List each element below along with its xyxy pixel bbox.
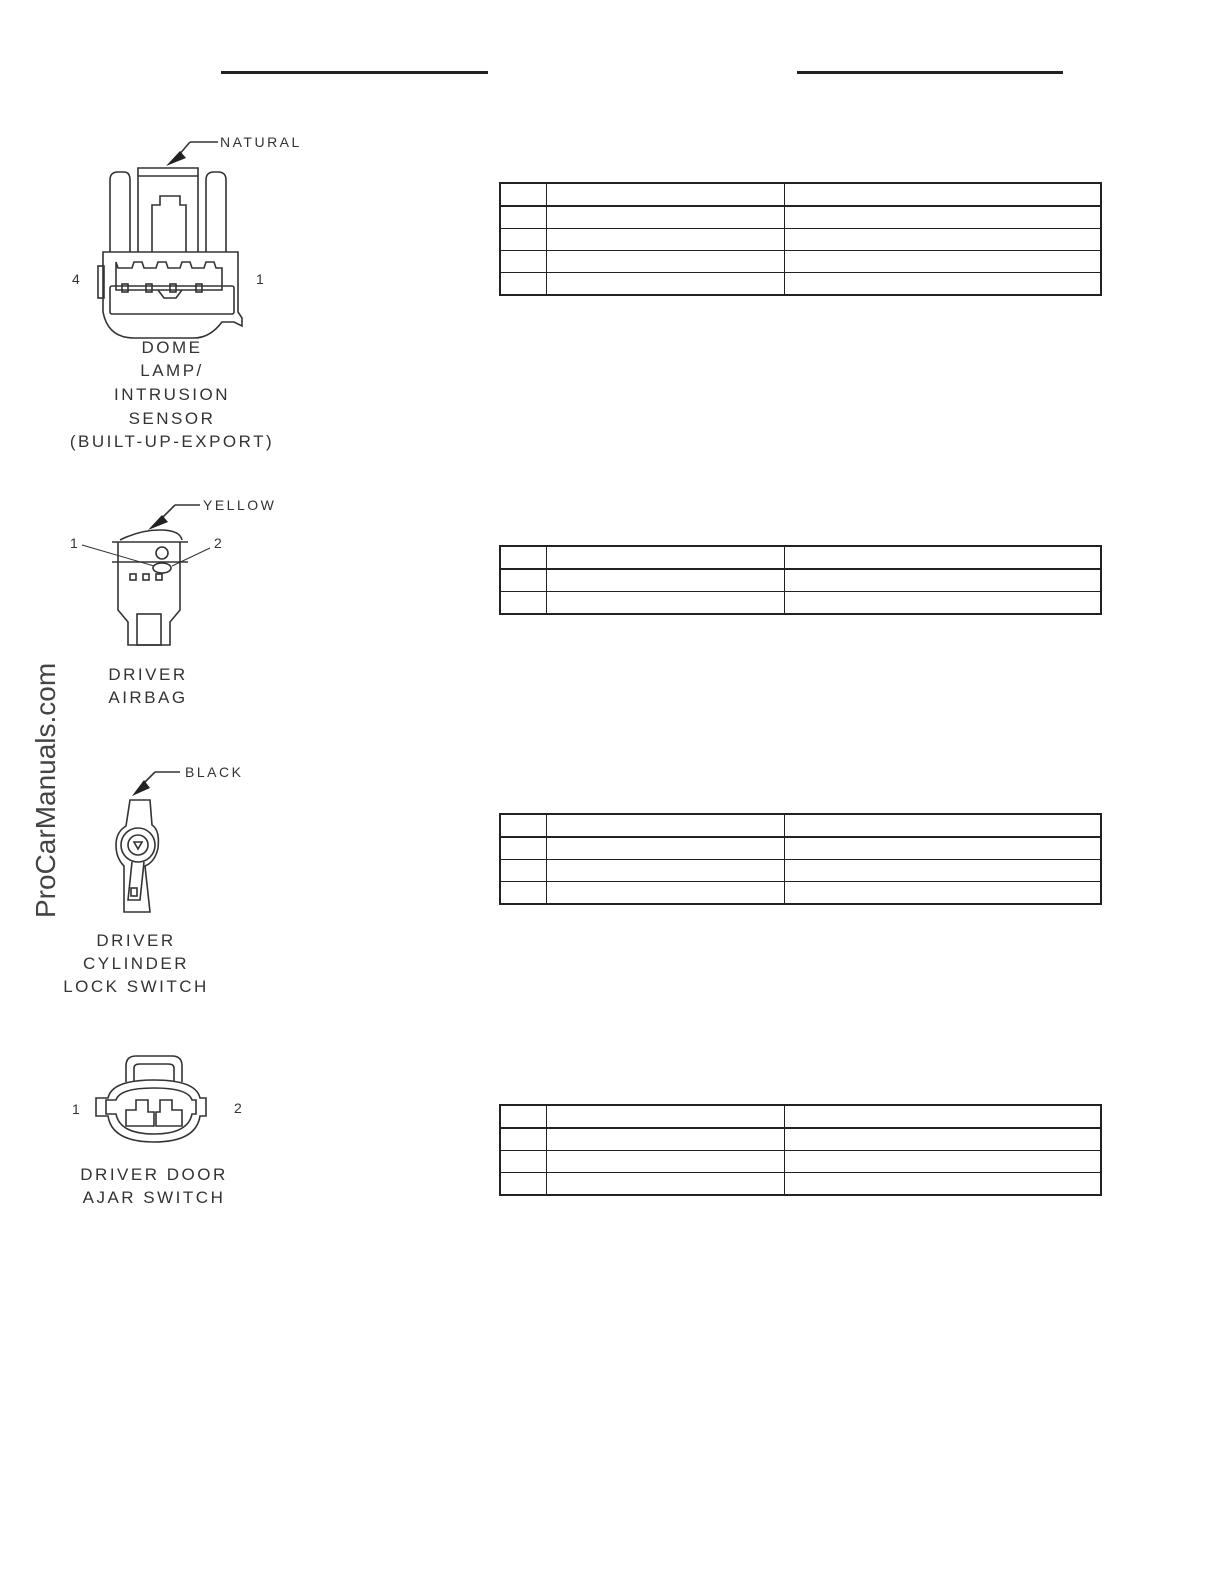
- connector-color-natural: NATURAL: [220, 134, 302, 150]
- door-ajar-pin-label-2: 2: [234, 1100, 245, 1116]
- table-row: [500, 592, 1101, 615]
- driver-cylinder-lock-pin-table: [499, 813, 1102, 905]
- connector-color-black: BLACK: [185, 764, 244, 780]
- table-row: [500, 1173, 1101, 1196]
- driver-cylinder-lock-switch-drawing: [116, 772, 180, 912]
- dome-name-line-3: INTRUSION: [114, 385, 230, 404]
- table-row: [500, 273, 1101, 296]
- table-row: [500, 183, 1101, 206]
- pin-label-4: 4: [72, 271, 83, 287]
- driver-door-ajar-pin-table: [499, 1104, 1102, 1196]
- lock-switch-name-line-1: DRIVER: [96, 931, 176, 950]
- airbag-name-line-2: AIRBAG: [108, 688, 188, 707]
- driver-door-ajar-switch-drawing: [96, 1056, 206, 1142]
- table-row: [500, 814, 1101, 837]
- airbag-pin-label-2: 2: [214, 535, 225, 551]
- door-ajar-pin-label-1: 1: [72, 1101, 83, 1117]
- dome-name-line-4: SENSOR: [128, 409, 216, 428]
- table-row: [500, 1151, 1101, 1173]
- table-row: [500, 1128, 1101, 1151]
- lock-switch-name-line-2: CYLINDER: [83, 954, 189, 973]
- table-row: [500, 882, 1101, 905]
- black-arrow-icon: [132, 780, 150, 796]
- dome-name-line-2: LAMP/: [140, 361, 204, 380]
- table-row: [500, 546, 1101, 569]
- table-row: [500, 251, 1101, 273]
- airbag-pin-label-1: 1: [70, 535, 81, 551]
- watermark-text: ProCarManuals.com: [30, 662, 61, 918]
- airbag-name-line-1: DRIVER: [108, 665, 188, 684]
- table-row: [500, 837, 1101, 860]
- table-row: [500, 1105, 1101, 1128]
- dome-lamp-pin-table: [499, 182, 1102, 296]
- yellow-arrow-icon: [148, 515, 168, 530]
- dome-name-line-5: (BUILT-UP-EXPORT): [69, 432, 275, 451]
- table-row: [500, 569, 1101, 592]
- pin-label-1: 1: [256, 271, 267, 287]
- door-ajar-name-line-1: DRIVER DOOR: [80, 1165, 228, 1184]
- door-ajar-name-line-2: AJAR SWITCH: [82, 1188, 226, 1207]
- driver-airbag-connector-drawing: [82, 505, 210, 645]
- dome-name-line-1: DOME: [141, 338, 203, 357]
- header-rule-right: [797, 71, 1063, 74]
- table-row: [500, 229, 1101, 251]
- connector-color-yellow: YELLOW: [203, 497, 277, 513]
- driver-airbag-pin-table: [499, 545, 1102, 615]
- header-rule-left: [221, 71, 488, 74]
- natural-arrow-icon: [166, 151, 186, 166]
- table-row: [500, 206, 1101, 229]
- lock-switch-name-line-3: LOCK SWITCH: [63, 977, 209, 996]
- dome-lamp-connector-drawing: [98, 142, 242, 338]
- table-row: [500, 860, 1101, 882]
